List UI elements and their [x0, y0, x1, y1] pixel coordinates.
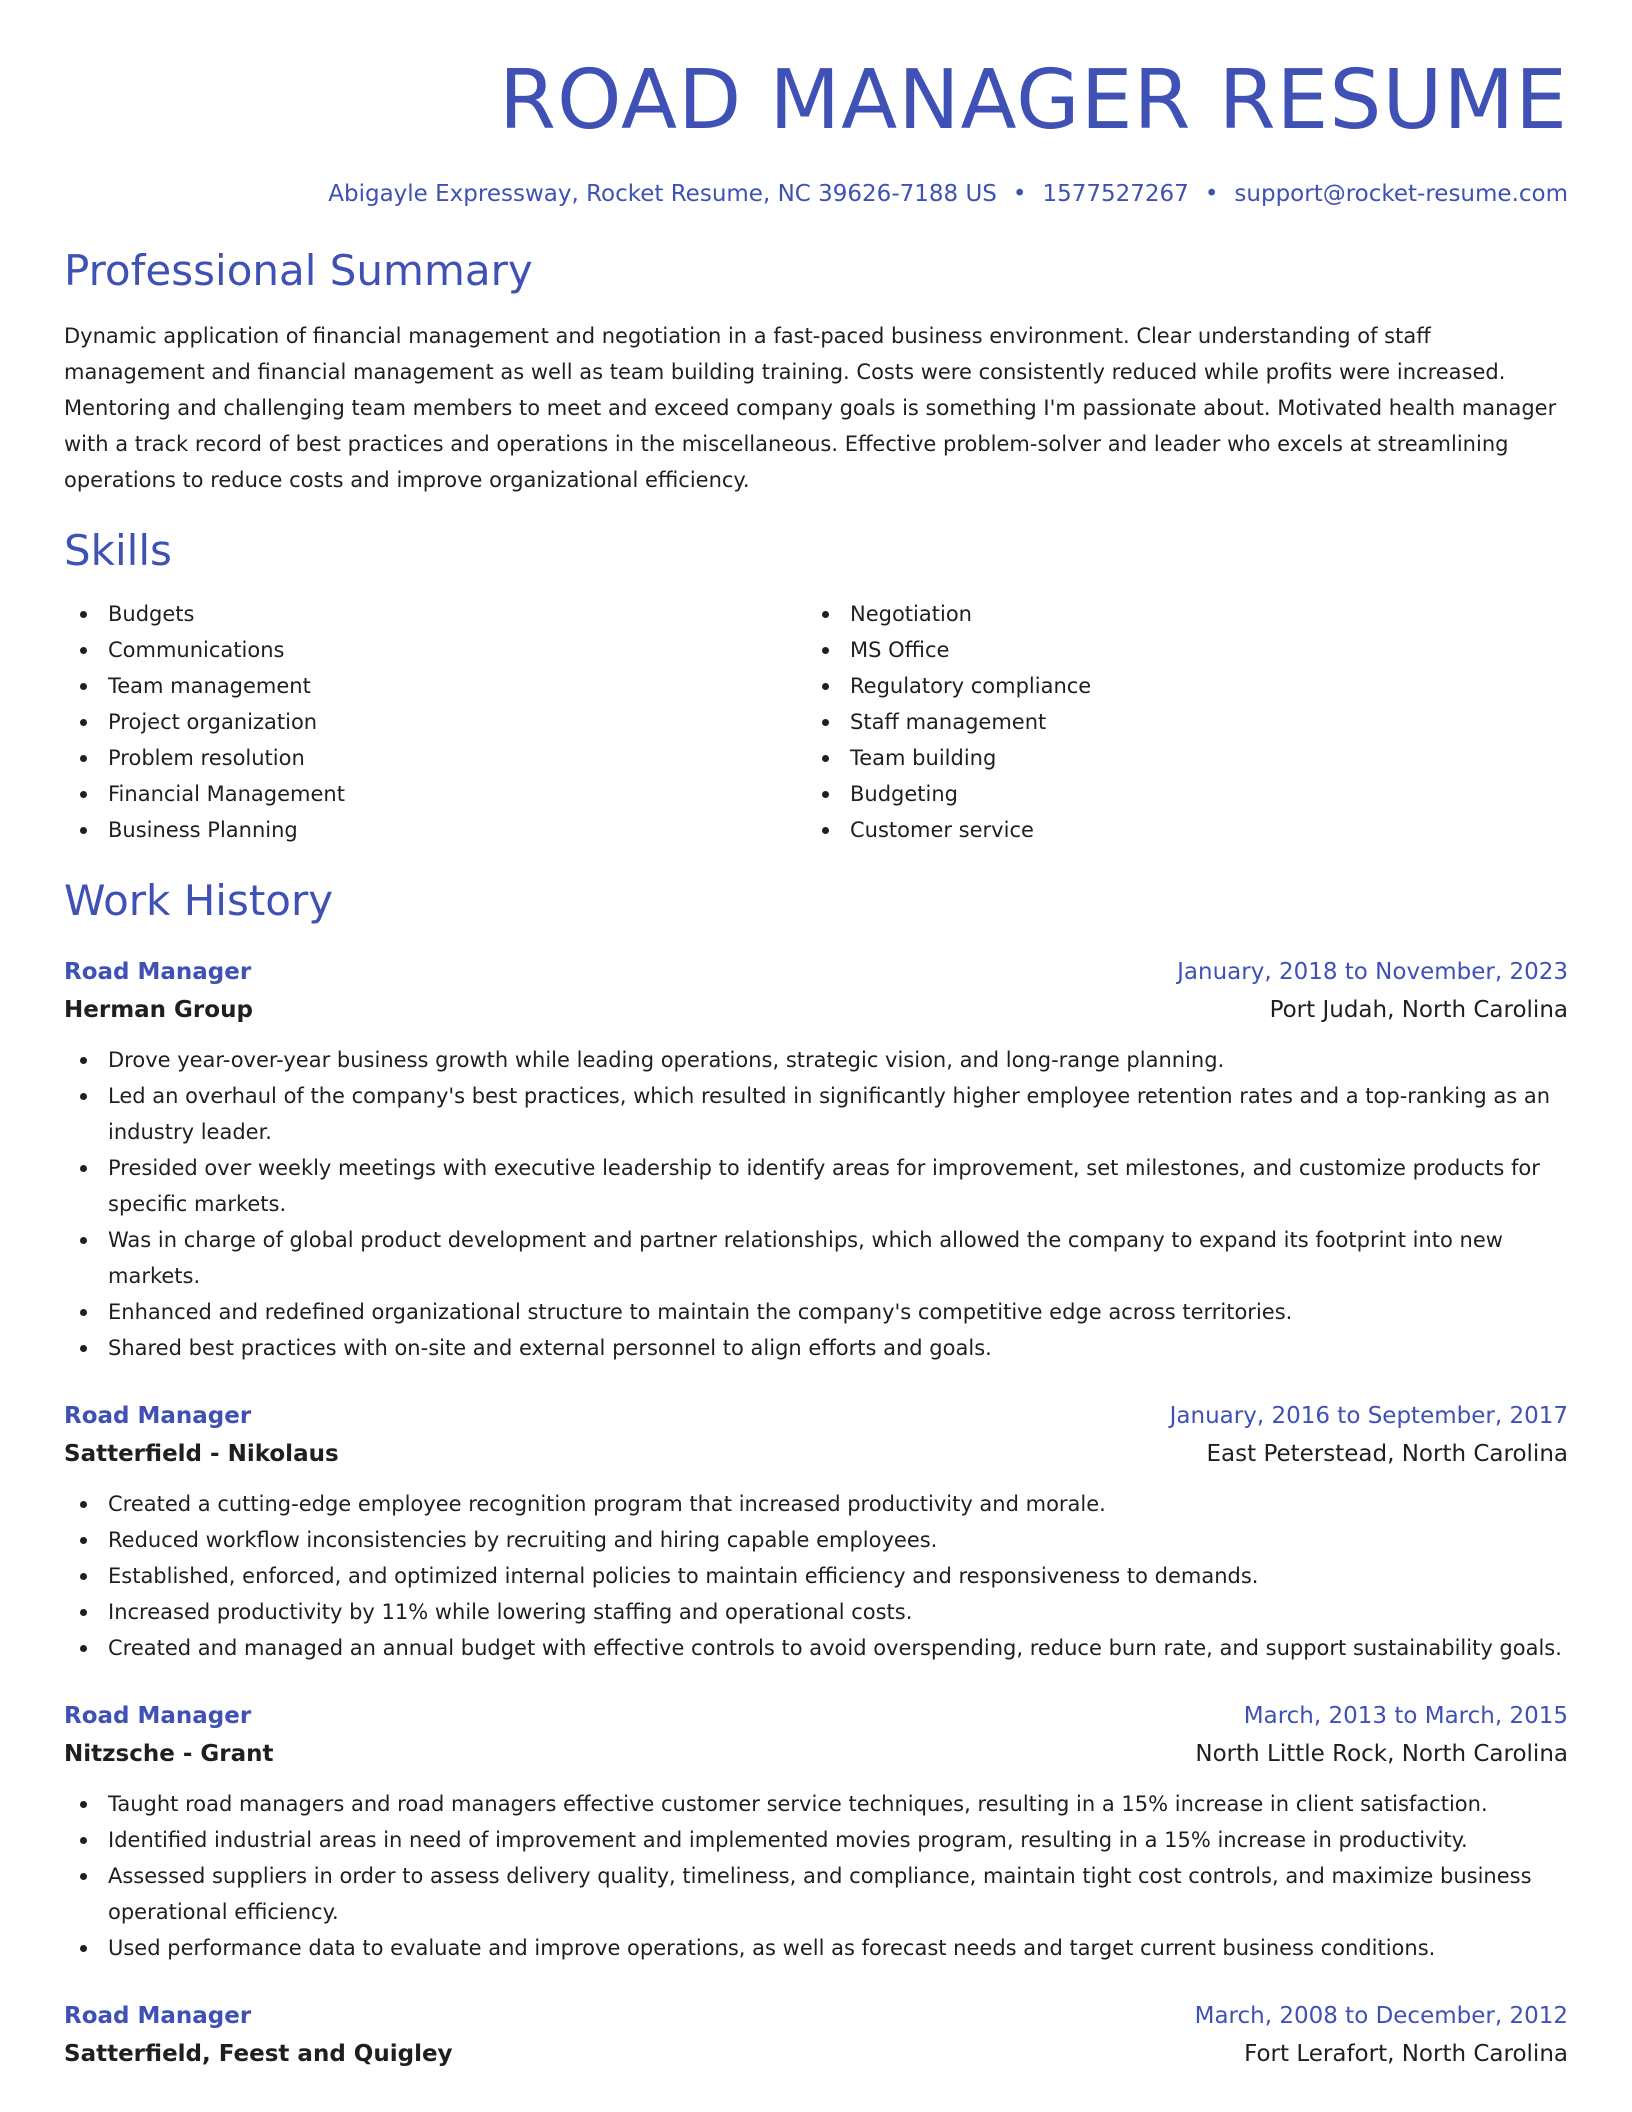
- contact-line: [64, 178, 1568, 210]
- job-duties-list: [64, 1042, 1568, 1366]
- job-company: Satterfield, Feest and Quigley: [64, 2041, 453, 2067]
- skill-item: Problem resolution: [64, 740, 806, 776]
- work-history-heading: Work History: [64, 876, 334, 925]
- job-location: North Little Rock, North Carolina: [1195, 1741, 1568, 1767]
- job-title: Road Manager: [64, 1703, 252, 1729]
- contact-separator: •: [1012, 181, 1027, 207]
- job-duty: Created and managed an annual budget with effective controls to avoid overspending, reduce burn rate, and support sustainability goals.: [64, 1630, 1568, 1666]
- skill-item: Budgets: [64, 596, 806, 632]
- job-duty: Was in charge of global product development and partner relationships, which allowed the company to expand its footprint into new markets.: [64, 1222, 1568, 1294]
- job-duty: Assessed suppliers in order to assess delivery quality, timeliness, and compliance, maintain tight cost controls, and maximize business operational efficiency.: [64, 1858, 1568, 1930]
- job-duty: Led an overhaul of the company's best practices, which resulted in significantly higher employee retention rates and a top-ranking as an industry leader.: [64, 1078, 1568, 1150]
- job-location: Fort Lerafort, North Carolina: [1244, 2041, 1568, 2067]
- job-dates: March, 2008 to December, 2012: [1194, 2003, 1568, 2029]
- skills-list-left: [64, 596, 806, 848]
- job-duty: Identified industrial areas in need of improvement and implemented movies program, resulting in a 15% increase in productivity.: [64, 1822, 1568, 1858]
- job-title: Road Manager: [64, 2003, 252, 2029]
- job-header-row: [64, 956, 1568, 988]
- job-duty: Taught road managers and road managers effective customer service techniques, resulting in a 15% increase in client satisfaction.: [64, 1786, 1568, 1822]
- job-header-row: [64, 2000, 1568, 2032]
- skill-item: Financial Management: [64, 776, 806, 812]
- skill-item: Staff management: [806, 704, 1548, 740]
- job-location: East Peterstead, North Carolina: [1206, 1441, 1568, 1467]
- job-duties-list: [64, 1786, 1568, 1966]
- skills-columns: [64, 596, 1568, 848]
- skill-item: Budgeting: [806, 776, 1548, 812]
- skill-item: Regulatory compliance: [806, 668, 1548, 704]
- contact-email: support@rocket-resume.com: [1234, 181, 1568, 207]
- job-duty: Reduced workflow inconsistencies by recruiting and hiring capable employees.: [64, 1522, 1568, 1558]
- job-header-row: [64, 1700, 1568, 1732]
- job-employer-row: [64, 1438, 1568, 1470]
- contact-address: Abigayle Expressway, Rocket Resume, NC 39626-7188 US: [328, 181, 997, 207]
- job-duty: Established, enforced, and optimized internal policies to maintain efficiency and responsiveness to demands.: [64, 1558, 1568, 1594]
- contact-phone: 1577527267: [1042, 181, 1189, 207]
- job-title: Road Manager: [64, 959, 252, 985]
- skill-item: Team building: [806, 740, 1548, 776]
- job-entry: [64, 1400, 1568, 1666]
- job-dates: January, 2016 to September, 2017: [1169, 1403, 1568, 1429]
- job-duty: Increased productivity by 11% while lowering staffing and operational costs.: [64, 1594, 1568, 1630]
- job-company: Nitzsche - Grant: [64, 1741, 274, 1767]
- job-entry: [64, 1700, 1568, 1966]
- job-header-row: [64, 1400, 1568, 1432]
- skills-list-right: [806, 596, 1548, 848]
- job-duty: Created a cutting-edge employee recognition program that increased productivity and morale.: [64, 1486, 1568, 1522]
- skill-item: Communications: [64, 632, 806, 668]
- job-title: Road Manager: [64, 1403, 252, 1429]
- skill-item: Business Planning: [64, 812, 806, 848]
- skills-heading: Skills: [64, 526, 172, 575]
- resume-title: ROAD MANAGER RESUME: [498, 53, 1568, 148]
- job-duty: Presided over weekly meetings with executive leadership to identify areas for improvement, set milestones, and customize products for specific markets.: [64, 1150, 1568, 1222]
- job-duty: Drove year-over-year business growth while leading operations, strategic vision, and long-range planning.: [64, 1042, 1568, 1078]
- skill-item: MS Office: [806, 632, 1548, 668]
- job-dates: March, 2013 to March, 2015: [1243, 1703, 1568, 1729]
- contact-separator: •: [1204, 181, 1219, 207]
- job-company: Herman Group: [64, 997, 253, 1023]
- job-duty: Enhanced and redefined organizational structure to maintain the company's competitive edge across territories.: [64, 1294, 1568, 1330]
- job-employer-row: [64, 994, 1568, 1026]
- skill-item: Project organization: [64, 704, 806, 740]
- job-employer-row: [64, 2038, 1568, 2070]
- job-entry: [64, 2000, 1568, 2070]
- job-duty: Used performance data to evaluate and improve operations, as well as forecast needs and target current business conditions.: [64, 1930, 1568, 1966]
- job-company: Satterfield - Nikolaus: [64, 1441, 339, 1467]
- summary-text: Dynamic application of financial management and negotiation in a fast-paced business environment. Clear understanding of staff management and financial management as well as team building training. Costs were consistently reduced while profits were increased. Mentoring and challenging team members to meet and exceed company goals is something I'm passionate about. Motivated health manager with a track record of best practices and operations in the miscellaneous. Effective problem-solver and leader who excels at streamlining operations to reduce costs and improve organizational efficiency.: [64, 324, 1557, 492]
- resume-page: [64, 0, 1568, 2070]
- skill-item: Negotiation: [806, 596, 1548, 632]
- job-location: Port Judah, North Carolina: [1269, 997, 1568, 1023]
- job-dates: January, 2018 to November, 2023: [1177, 959, 1568, 985]
- job-employer-row: [64, 1738, 1568, 1770]
- job-entry: [64, 956, 1568, 1366]
- job-duty: Shared best practices with on-site and external personnel to align efforts and goals.: [64, 1330, 1568, 1366]
- job-duties-list: [64, 1486, 1568, 1666]
- summary-heading: Professional Summary: [64, 246, 533, 295]
- skill-item: Team management: [64, 668, 806, 704]
- skill-item: Customer service: [806, 812, 1548, 848]
